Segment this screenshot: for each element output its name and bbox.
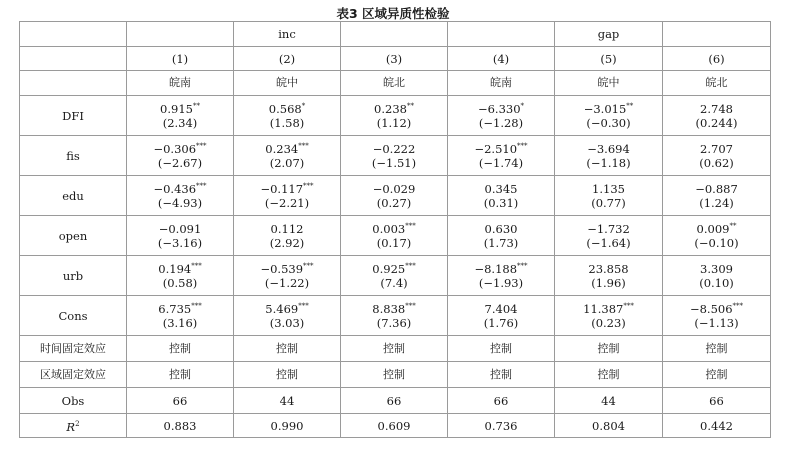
coef-line <box>555 182 662 196</box>
t-statistic: (1.76) <box>483 315 519 330</box>
significance-stars: *** <box>191 301 202 310</box>
coef-line <box>234 302 340 316</box>
coef-line <box>663 262 770 276</box>
significance-stars: *** <box>298 301 309 310</box>
col-number: (6) <box>663 47 771 71</box>
significance-stars: ** <box>406 101 414 110</box>
t-statistic: (0.31) <box>483 195 519 210</box>
table-cell: 控制 <box>234 362 341 388</box>
row-label: edu <box>20 176 127 216</box>
group-label-inc: inc <box>234 22 341 47</box>
table-cell <box>663 176 771 216</box>
row-label: urb <box>20 256 127 296</box>
row-label: 区域固定效应 <box>20 362 127 388</box>
table-cell: 0.736 <box>448 414 555 438</box>
table-cell <box>234 176 341 216</box>
table-cell: 控制 <box>663 336 771 362</box>
table-cell: 控制 <box>555 336 663 362</box>
significance-stars: *** <box>303 181 314 190</box>
header-region-row <box>20 71 771 96</box>
t-statistic: (−1.93) <box>478 275 524 290</box>
coefficient: 23.858 <box>588 261 629 276</box>
t-statistic: (0.17) <box>376 235 412 250</box>
t-statistic: (2.92) <box>269 235 305 250</box>
coefficient: 0.915 <box>160 101 193 116</box>
significance-stars: *** <box>196 181 207 190</box>
coef-line <box>341 262 447 276</box>
header-group-row <box>20 22 771 47</box>
coefficient: 0.009 <box>696 221 730 236</box>
table-cell <box>341 96 448 136</box>
t-statistic: (0.27) <box>376 195 412 210</box>
significance-stars: *** <box>405 221 416 230</box>
row-label: Cons <box>20 296 127 336</box>
table-cell: 控制 <box>448 336 555 362</box>
significance-stars: *** <box>517 261 528 270</box>
coefficient: 0.112 <box>270 221 304 236</box>
coef-line <box>663 182 770 196</box>
table-cell: 0.804 <box>555 414 663 438</box>
coef-line <box>448 142 554 156</box>
t-statistic: (7.4) <box>380 275 408 290</box>
coef-line <box>127 102 233 116</box>
table-cell: 0.990 <box>234 414 341 438</box>
coefficient: 0.234 <box>265 141 299 156</box>
t-statistic: (1.96) <box>591 275 626 290</box>
coefficient: 1.135 <box>592 181 625 196</box>
significance-stars: *** <box>303 261 314 270</box>
table-cell <box>234 296 341 336</box>
table-cell: 控制 <box>341 362 448 388</box>
coefficient: −8.188 <box>474 261 518 276</box>
coef-line <box>234 102 340 116</box>
table-cell: 66 <box>127 388 234 414</box>
table-cell: 控制 <box>127 336 234 362</box>
header-corner <box>20 22 127 47</box>
coefficient: −0.306 <box>153 141 197 156</box>
table-cell <box>663 256 771 296</box>
coef-line <box>127 182 233 196</box>
variable-row <box>20 216 771 256</box>
row-label: 时间固定效应 <box>20 336 127 362</box>
coefficient: −8.506 <box>689 301 733 316</box>
coef-line <box>234 262 340 276</box>
row-label: open <box>20 216 127 256</box>
coef-line <box>127 142 233 156</box>
coefficient: 2.707 <box>700 141 733 156</box>
t-statistic: (0.58) <box>162 275 198 290</box>
region-label: 皖南 <box>448 71 555 96</box>
table-cell: 44 <box>555 388 663 414</box>
t-statistic: (0.23) <box>591 315 626 330</box>
coefficient: 0.238 <box>374 101 407 116</box>
group-label-gap: gap <box>555 22 663 47</box>
coef-line <box>127 262 233 276</box>
coefficient: 0.568 <box>268 101 302 116</box>
coef-line <box>555 302 662 316</box>
t-statistic: (−3.16) <box>157 235 203 250</box>
table-cell: 控制 <box>234 336 341 362</box>
t-statistic: (−1.13) <box>694 315 739 330</box>
coef-line <box>341 302 447 316</box>
row-label: $R^2$ <box>20 414 127 438</box>
table-cell <box>663 96 771 136</box>
col-number: (1) <box>127 47 234 71</box>
col-number: (2) <box>234 47 341 71</box>
t-statistic: (2.07) <box>269 155 305 170</box>
coef-line <box>448 102 554 116</box>
coef-line <box>663 102 770 116</box>
coefficient: −3.694 <box>587 141 630 156</box>
coef-line <box>448 262 554 276</box>
coefficient: −0.222 <box>372 141 416 156</box>
table-cell: 66 <box>341 388 448 414</box>
table-cell <box>448 136 555 176</box>
coefficient: 5.469 <box>265 301 299 316</box>
significance-stars: ** <box>626 101 634 110</box>
region-label: 皖北 <box>663 71 771 96</box>
t-statistic: (1.12) <box>376 115 412 130</box>
table-cell <box>127 256 234 296</box>
table-cell <box>663 296 771 336</box>
table-cell <box>127 216 234 256</box>
t-statistic: (−1.28) <box>478 115 524 130</box>
significance-stars: *** <box>623 301 634 310</box>
coefficient: 0.194 <box>158 261 192 276</box>
region-label: 皖中 <box>555 71 663 96</box>
t-statistic: (−2.67) <box>157 155 203 170</box>
t-statistic: (−1.64) <box>586 235 631 250</box>
coefficient: −0.091 <box>158 221 202 236</box>
t-statistic: (−0.30) <box>586 115 631 130</box>
significance-stars: *** <box>732 301 744 310</box>
coef-line <box>663 222 770 236</box>
t-statistic: (1.73) <box>483 235 519 250</box>
col-number: (5) <box>555 47 663 71</box>
row-label: Obs <box>20 388 127 414</box>
t-statistic: (−1.18) <box>586 155 631 170</box>
t-statistic: (3.03) <box>269 315 305 330</box>
table-cell: 44 <box>234 388 341 414</box>
t-statistic: (0.244) <box>695 115 738 130</box>
table-cell <box>448 176 555 216</box>
coef-line <box>555 222 662 236</box>
coef-line <box>663 142 770 156</box>
coef-line <box>341 142 447 156</box>
table-cell <box>555 296 663 336</box>
time-fe-row <box>20 336 771 362</box>
t-statistic: (1.24) <box>699 195 734 210</box>
r2-row <box>20 414 771 438</box>
t-statistic: (0.10) <box>699 275 734 290</box>
table-cell <box>127 296 234 336</box>
variable-row <box>20 256 771 296</box>
t-statistic: (0.62) <box>699 155 734 170</box>
significance-stars: ** <box>729 221 737 230</box>
coef-line <box>234 142 340 156</box>
coef-line <box>341 182 447 196</box>
variable-row <box>20 296 771 336</box>
significance-stars: *** <box>196 141 207 150</box>
table-cell: 0.883 <box>127 414 234 438</box>
coefficient: 0.925 <box>372 261 406 276</box>
table-cell <box>127 176 234 216</box>
coef-line <box>555 142 662 156</box>
table-cell <box>555 96 663 136</box>
table-cell <box>555 256 663 296</box>
coefficient: −0.436 <box>153 181 197 196</box>
t-statistic: (2.34) <box>162 115 198 130</box>
t-statistic: (3.16) <box>162 315 198 330</box>
table-cell <box>555 216 663 256</box>
significance-stars: * <box>520 101 525 110</box>
coef-line <box>234 222 340 236</box>
coefficient: 2.748 <box>700 101 733 116</box>
t-statistic: (−2.21) <box>264 195 310 210</box>
table-cell: 0.609 <box>341 414 448 438</box>
t-statistic: (−1.74) <box>478 155 524 170</box>
coef-line <box>127 222 233 236</box>
table-cell <box>448 296 555 336</box>
coef-line <box>234 182 340 196</box>
table-cell <box>341 136 448 176</box>
coefficient: 6.735 <box>158 301 192 316</box>
variable-row <box>20 176 771 216</box>
table-cell <box>127 136 234 176</box>
coef-line <box>448 302 554 316</box>
table-cell <box>234 96 341 136</box>
table-cell <box>448 216 555 256</box>
table-cell: 控制 <box>127 362 234 388</box>
coefficient: −2.510 <box>474 141 518 156</box>
coefficient: 11.387 <box>583 301 624 316</box>
coefficient: 0.345 <box>484 181 518 196</box>
significance-stars: *** <box>191 261 202 270</box>
table-cell: 0.442 <box>663 414 771 438</box>
table-cell <box>234 136 341 176</box>
coefficient: 0.003 <box>372 221 406 236</box>
table-cell <box>341 216 448 256</box>
table-cell <box>234 256 341 296</box>
table-cell <box>555 136 663 176</box>
t-statistic: (−1.51) <box>371 155 417 170</box>
coefficient: 8.838 <box>372 301 406 316</box>
table-cell: 控制 <box>663 362 771 388</box>
coefficient: 0.630 <box>484 221 518 236</box>
coefficient: −1.732 <box>587 221 630 236</box>
coef-line <box>448 222 554 236</box>
table-cell <box>663 216 771 256</box>
results-table <box>19 21 771 438</box>
variable-row <box>20 96 771 136</box>
t-statistic: (−1.22) <box>264 275 310 290</box>
table-cell <box>663 136 771 176</box>
t-statistic: (1.58) <box>269 115 305 130</box>
region-label: 皖中 <box>234 71 341 96</box>
row-label: DFI <box>20 96 127 136</box>
coefficient: −3.015 <box>583 101 627 116</box>
coefficient: −0.539 <box>260 261 304 276</box>
coefficient: 7.404 <box>484 301 518 316</box>
obs-row <box>20 388 771 414</box>
coefficient: −0.117 <box>260 181 304 196</box>
table-cell <box>341 176 448 216</box>
table-cell <box>555 176 663 216</box>
table-cell: 控制 <box>341 336 448 362</box>
significance-stars: ** <box>192 101 200 110</box>
significance-stars: *** <box>517 141 528 150</box>
significance-stars: *** <box>405 261 416 270</box>
t-statistic: (7.36) <box>376 315 412 330</box>
row-label: fis <box>20 136 127 176</box>
table-cell <box>341 256 448 296</box>
table-cell: 66 <box>448 388 555 414</box>
col-number: (3) <box>341 47 448 71</box>
significance-stars: *** <box>298 141 309 150</box>
t-statistic: (0.77) <box>591 195 626 210</box>
t-statistic: (−0.10) <box>694 235 739 250</box>
region-label: 皖南 <box>127 71 234 96</box>
table-cell <box>448 96 555 136</box>
region-fe-row <box>20 362 771 388</box>
table-cell: 66 <box>663 388 771 414</box>
coef-line <box>448 182 554 196</box>
table-title: 表3 区域异质性检验 <box>336 6 450 21</box>
table-cell <box>234 216 341 256</box>
region-label: 皖北 <box>341 71 448 96</box>
table-cell: 控制 <box>448 362 555 388</box>
header-number-row <box>20 47 771 71</box>
coefficient: −0.029 <box>372 181 416 196</box>
coefficient: −0.887 <box>695 181 738 196</box>
coef-line <box>555 102 662 116</box>
table-cell <box>341 296 448 336</box>
significance-stars: *** <box>405 301 416 310</box>
table-cell <box>127 96 234 136</box>
col-number: (4) <box>448 47 555 71</box>
coef-line <box>663 302 770 316</box>
table-cell: 控制 <box>555 362 663 388</box>
coef-line <box>555 262 662 276</box>
table-cell <box>448 256 555 296</box>
coef-line <box>127 302 233 316</box>
coefficient: 3.309 <box>700 261 733 276</box>
t-statistic: (−4.93) <box>157 195 203 210</box>
coef-line <box>341 222 447 236</box>
coef-line <box>341 102 447 116</box>
variable-row <box>20 136 771 176</box>
significance-stars: * <box>301 101 306 110</box>
coefficient: −6.330 <box>477 101 521 116</box>
